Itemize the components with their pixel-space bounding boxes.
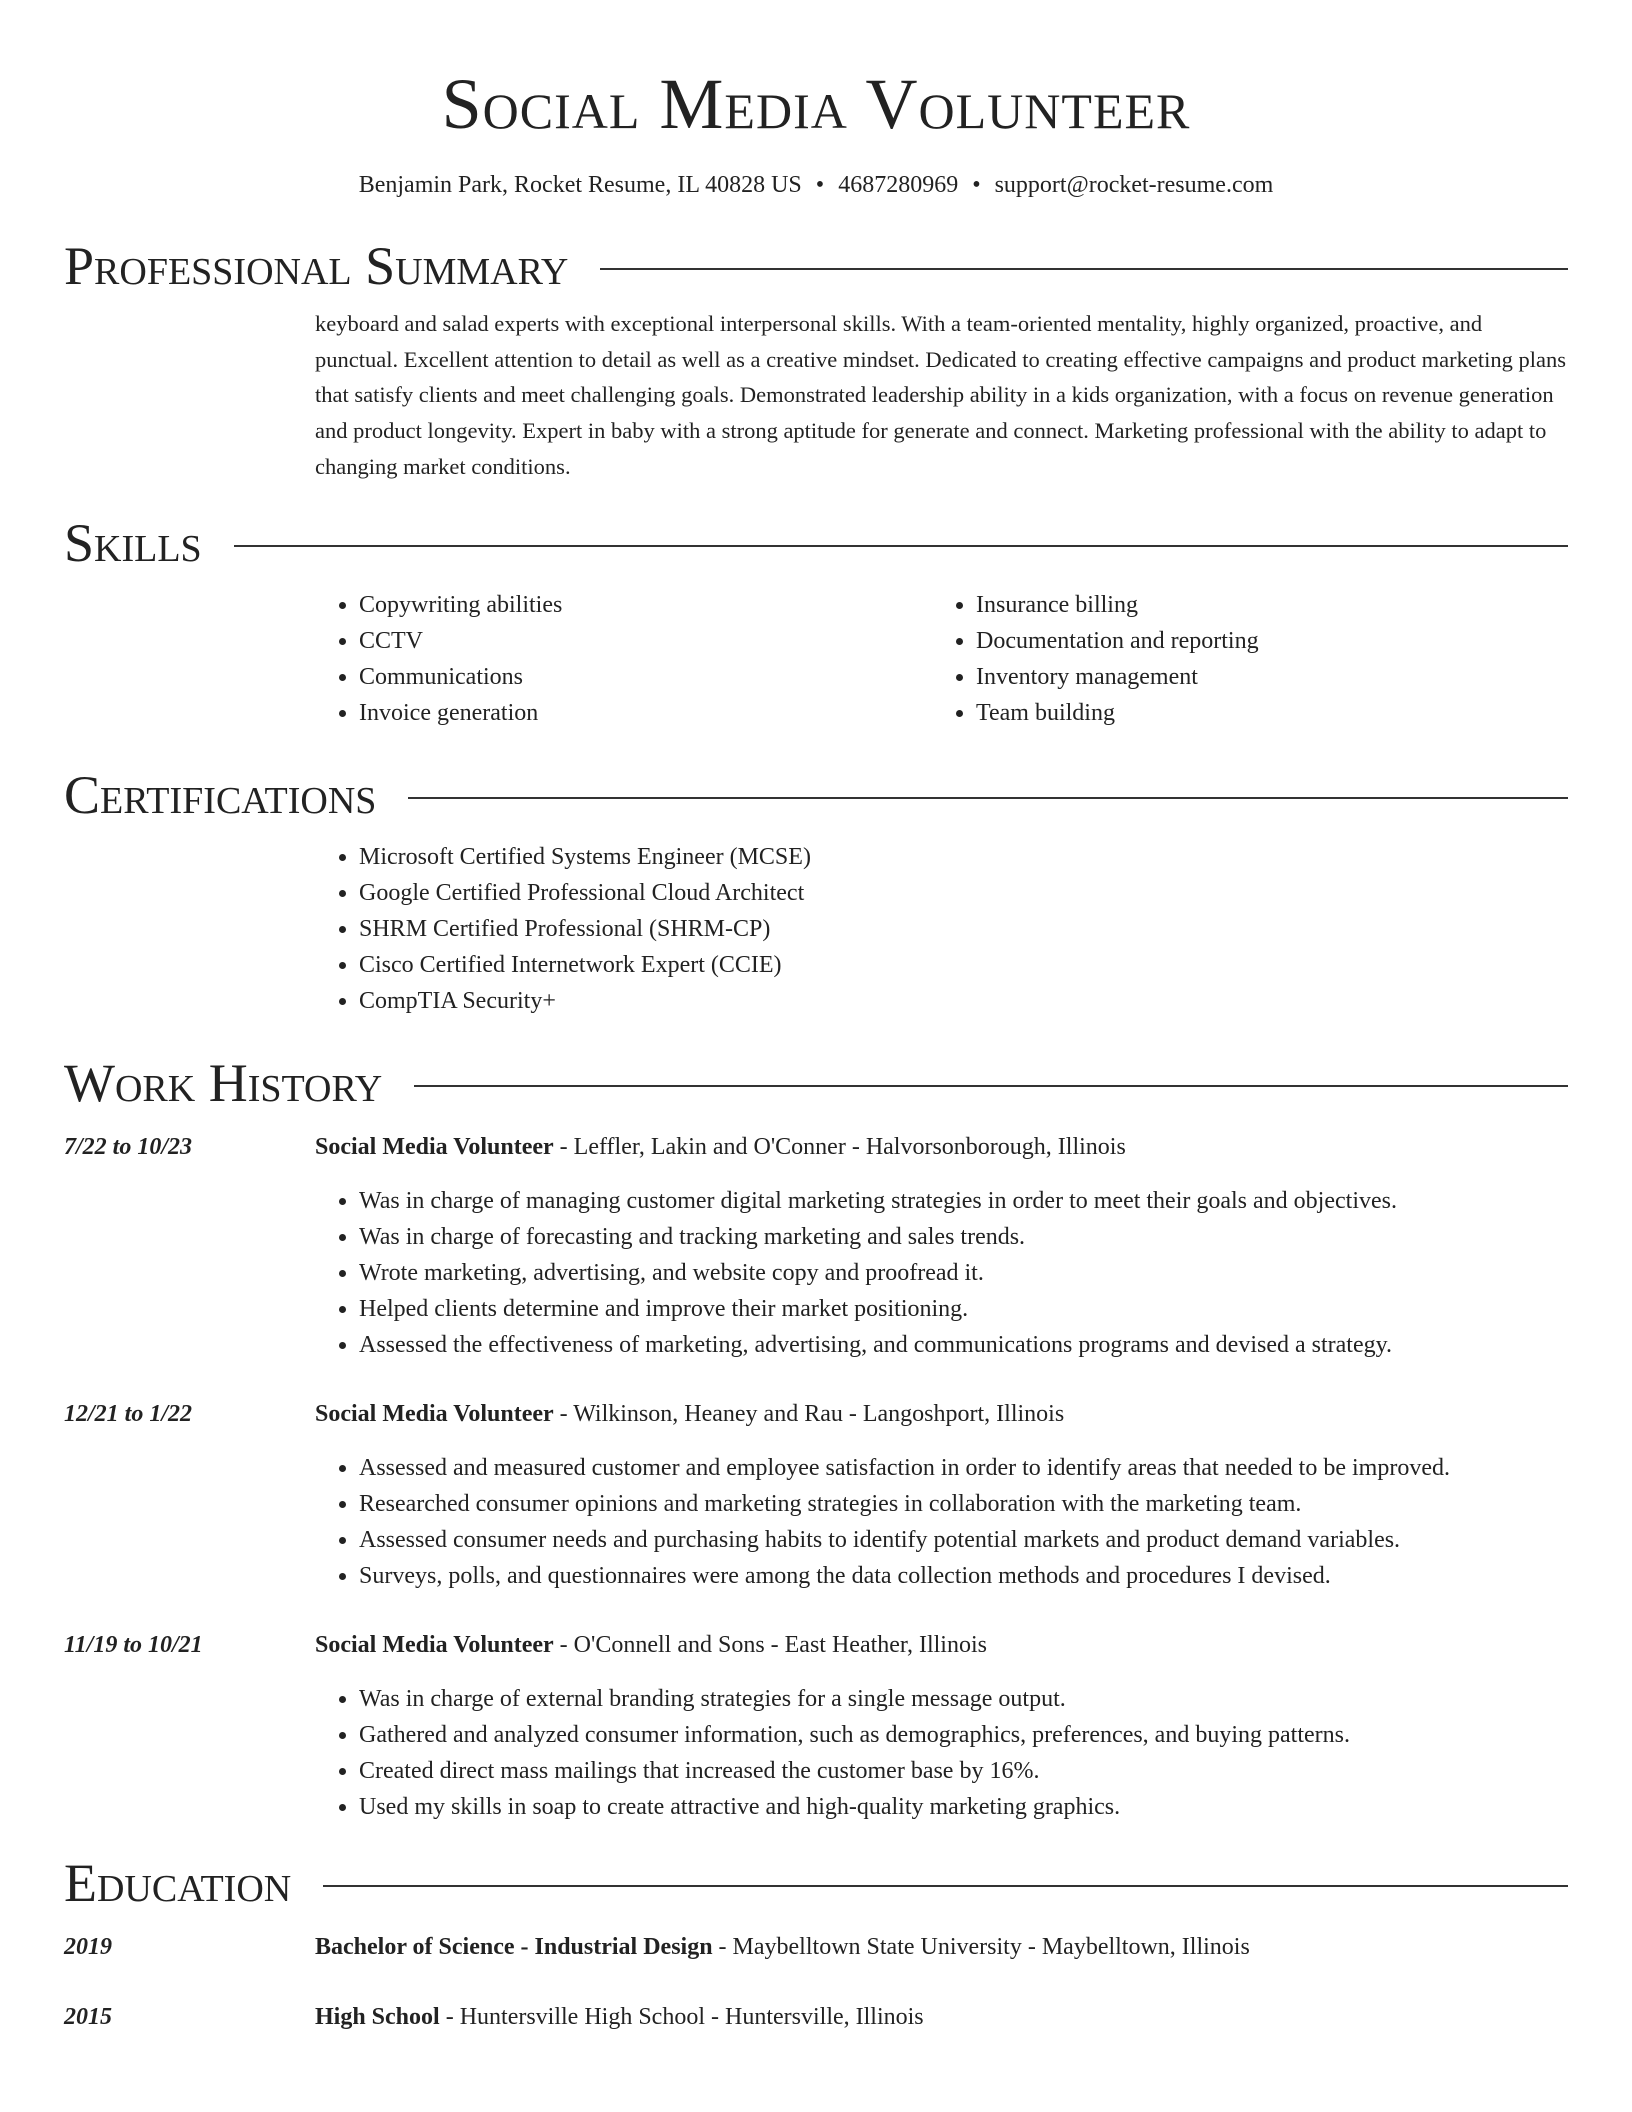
section-divider xyxy=(323,1885,1568,1887)
job-role: Social Media Volunteer xyxy=(315,1400,554,1427)
skills-column-left xyxy=(315,587,932,731)
job-employer: - Leffler, Lakin and O'Conner - Halvorsonborough, Illinois xyxy=(553,1133,1126,1160)
certifications-list xyxy=(315,839,1568,1019)
job-role: Social Media Volunteer xyxy=(315,1133,554,1160)
certification-item: • SHRM Certified Professional (SHRM-CP) xyxy=(359,911,1568,947)
job-entry xyxy=(64,1396,1568,1594)
skill-item: • Copywriting abilities xyxy=(359,587,932,623)
job-title-line xyxy=(315,1396,1568,1432)
job-role: Social Media Volunteer xyxy=(315,1631,554,1658)
job-date: 11/19 to 10/21 xyxy=(64,1631,203,1658)
education-section-header xyxy=(64,1851,1568,1915)
summary-title: Professional Summary xyxy=(64,236,569,296)
job-bullet: • Was in charge of managing customer digital marketing strategies in order to meet their goals and objectives. xyxy=(359,1183,1568,1219)
education-school: - Huntersville High School - Huntersville, Illinois xyxy=(439,2003,924,2030)
job-bullets xyxy=(315,1183,1568,1363)
job-bullet: • Wrote marketing, advertising, and website copy and proofread it. xyxy=(359,1255,1568,1291)
education-degree: Bachelor of Science - Industrial Design xyxy=(315,1933,713,1960)
job-bullet: • Assessed consumer needs and purchasing habits to identify potential markets and product demand variables. xyxy=(359,1522,1568,1558)
job-bullet: • Was in charge of external branding strategies for a single message output. xyxy=(359,1681,1568,1717)
work-section-header xyxy=(64,1051,1568,1115)
job-bullet: • Surveys, polls, and questionnaires were among the data collection methods and procedures I devised. xyxy=(359,1558,1568,1594)
certification-item: • Cisco Certified Internetwork Expert (CCIE) xyxy=(359,947,1568,983)
skill-item: • Inventory management xyxy=(976,659,1568,695)
education-date: 2015 xyxy=(64,2003,112,2030)
education-entry xyxy=(64,1999,1568,2035)
job-employer: - O'Connell and Sons - East Heather, Illinois xyxy=(553,1631,987,1658)
skills-section-header xyxy=(64,511,1568,575)
skills-list xyxy=(315,587,1568,731)
job-entry xyxy=(64,1627,1568,1825)
job-title-line xyxy=(315,1627,1568,1663)
job-entry xyxy=(64,1129,1568,1363)
job-date: 7/22 to 10/23 xyxy=(64,1133,193,1160)
certification-item: • Google Certified Professional Cloud Architect xyxy=(359,875,1568,911)
job-bullet: • Used my skills in soap to create attractive and high-quality marketing graphics. xyxy=(359,1789,1568,1825)
summary-section-header xyxy=(64,234,1568,298)
section-divider xyxy=(234,545,1568,547)
contact-email: support@rocket-resume.com xyxy=(994,172,1274,198)
skill-item: • Invoice generation xyxy=(359,695,932,731)
contact-line xyxy=(64,170,1568,200)
contact-separator: • xyxy=(815,172,825,198)
skill-item: • Documentation and reporting xyxy=(976,623,1568,659)
job-employer: - Wilkinson, Heaney and Rau - Langoshport, Illinois xyxy=(553,1400,1065,1427)
certification-item: • Microsoft Certified Systems Engineer (MCSE) xyxy=(359,839,1568,875)
contact-separator: • xyxy=(972,172,981,198)
education-line xyxy=(315,1929,1568,1965)
job-bullet: • Was in charge of forecasting and tracking marketing and sales trends. xyxy=(359,1219,1568,1255)
job-bullet: • Assessed the effectiveness of marketing, advertising, and communications programs and devised a strategy. xyxy=(359,1327,1568,1363)
education-title: Education xyxy=(64,1852,292,1913)
certification-item: • CompTIA Security+ xyxy=(359,983,1568,1019)
certifications-title: Certifications xyxy=(64,764,377,825)
section-divider xyxy=(408,797,1568,799)
job-title-line xyxy=(315,1129,1568,1165)
job-bullet: • Helped clients determine and improve their market positioning. xyxy=(359,1291,1568,1327)
job-bullet: • Gathered and analyzed consumer information, such as demographics, preferences, and buying patterns. xyxy=(359,1717,1568,1753)
contact-phone: 4687280969 xyxy=(838,172,959,198)
skills-column-right xyxy=(932,587,1568,731)
job-bullets xyxy=(315,1450,1568,1594)
skill-item: • Insurance billing xyxy=(976,587,1568,623)
education-line xyxy=(315,1999,1568,2035)
section-divider xyxy=(414,1085,1568,1087)
summary-text: keyboard and salad experts with exceptional interpersonal skills. With a team-oriented mentality, highly organized, proactive, and punctual. Excellent attention to detail as well as a creative mindset. Dedicated to creating effective campaigns and product marketing plans that satisfy clients and meet challenging goals. Demonstrated leadership ability in a kids organization, with a focus on revenue generation and product longevity. Expert in baby with a strong aptitude for generate and connect. Marketing professional with the ability to adapt to changing market conditions. xyxy=(315,311,1566,479)
job-bullet: • Researched consumer opinions and marketing strategies in collaboration with the marketing team. xyxy=(359,1486,1568,1522)
skill-item: • Communications xyxy=(359,659,932,695)
job-bullets xyxy=(315,1681,1568,1825)
skills-title: Skills xyxy=(64,512,202,573)
certifications-section-header xyxy=(64,763,1568,827)
education-date: 2019 xyxy=(64,1933,112,1960)
skill-item: • Team building xyxy=(976,695,1568,731)
work-title: Work History xyxy=(64,1052,383,1113)
contact-address: Benjamin Park, Rocket Resume, IL 40828 US xyxy=(358,172,802,198)
education-degree: High School xyxy=(315,2003,440,2030)
section-divider xyxy=(600,268,1568,270)
education-entry xyxy=(64,1929,1568,1965)
education-school: - Maybelltown State University - Maybelltown, Illinois xyxy=(712,1933,1250,1960)
skill-item: • CCTV xyxy=(359,623,932,659)
job-date: 12/21 to 1/22 xyxy=(64,1400,193,1427)
job-bullet: • Created direct mass mailings that increased the customer base by 16%. xyxy=(359,1753,1568,1789)
job-bullet: • Assessed and measured customer and employee satisfaction in order to identify areas that needed to be improved. xyxy=(359,1450,1568,1486)
resume-name: Social Media Volunteer xyxy=(441,64,1191,144)
